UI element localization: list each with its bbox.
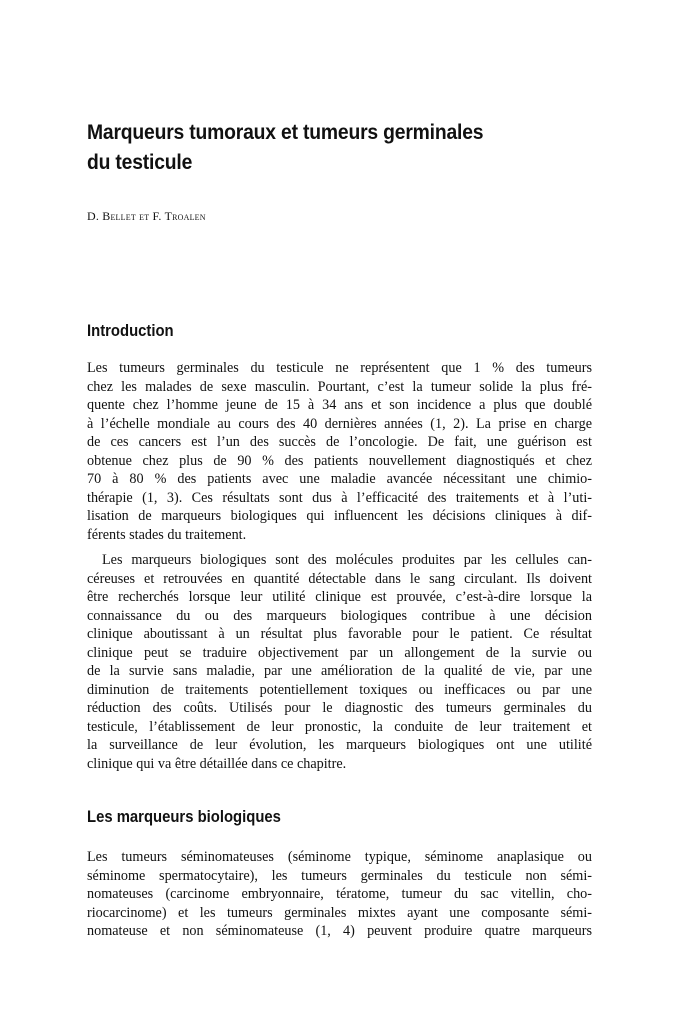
text-line: Les tumeurs germinales du testicule ne représentent que 1 % des tumeurs: [87, 360, 592, 376]
text-line: chez les malades de sexe masculin. Pourtant, c’est la tumeur solide la plus fré-: [87, 378, 592, 395]
paragraph: [87, 551, 592, 773]
text-line: quente chez l’homme jeune de 15 à 34 ans et son incidence a plus que doublé: [87, 397, 592, 413]
text-line: réduction des coûts. Utilisés pour le diagnostic des tumeurs germinales du: [87, 700, 592, 716]
text-line: clinique peut se traduire objectivement par un allongement de la survie ou: [87, 644, 592, 661]
text-line: nomateuse et non séminomateuse (1, 4) peuvent produire quatre marqueurs: [87, 923, 592, 939]
text-line: lisation de marqueurs biologiques qui influencent les décisions cliniques à dif-: [87, 508, 592, 524]
text-line: obtenue chez plus de 90 % des patients nouvellement diagnostiqués et chez: [87, 452, 592, 469]
text-line: clinique aboutissant à un résultat plus favorable pour le patient. Ce résultat: [87, 626, 592, 642]
text-line: 70 à 80 % des patients avec une maladie avancée nécessitant une chimio-: [87, 471, 592, 487]
text-line: séminome spermatocytaire), les tumeurs germinales du testicule non sémi-: [87, 867, 592, 884]
paragraph: [87, 848, 592, 941]
text-line: céreuses et retrouvées en quantité détectable dans le sang circulant. Ils doivent: [87, 570, 592, 587]
text-line: riocarcinome) et les tumeurs germinales mixtes ayant une composante sémi-: [87, 904, 592, 921]
text-line: la surveillance de leur évolution, les marqueurs biologiques ont une utilité: [87, 737, 592, 753]
text-line: nomateuses (carcinome embryonnaire, tératome, tumeur du sac vitellin, cho-: [87, 886, 592, 902]
text-line: Les marqueurs biologiques sont des molécules produites par les cellules can-: [102, 552, 592, 568]
chapter-title: [87, 118, 552, 178]
text-line: Les tumeurs séminomateuses (séminome typique, séminome anaplasique ou: [87, 849, 592, 865]
text-line: clinique qui va être détaillée dans ce chapitre.: [87, 755, 347, 772]
text-line: être recherchés lorsque leur utilité clinique est prouvée, c’est-à-dire lorsque la: [87, 589, 592, 605]
chapter-title-line: Marqueurs tumoraux et tumeurs germinales: [87, 121, 484, 144]
paragraph: [87, 359, 592, 544]
section-heading-marqueurs: Les marqueurs biologiques: [87, 808, 281, 826]
text-line: diminution de traitements potentiellement toxiques ou inefficaces ou par une: [87, 681, 592, 698]
section-heading-introduction: Introduction: [87, 322, 174, 340]
text-line: testicule, l’établissement de leur pronostic, la conduite de leur traitement et: [87, 718, 592, 735]
text-line: connaissance du ou des marqueurs biologiques contribue à une décision: [87, 607, 592, 624]
authors: D. Bellet et F. Troalen: [87, 209, 206, 223]
text-line: thérapie (1, 3). Ces résultats sont dus à l’efficacité des traitements et à l’uti-: [87, 489, 592, 506]
chapter-title-line: du testicule: [87, 151, 193, 174]
text-line: de ces cancers est l’un des succès de l’oncologie. De fait, une guérison est: [87, 434, 592, 450]
text-line: à l’échelle mondiale au cours des 40 dernières années (1, 2). La prise en charge: [87, 415, 592, 432]
text-line: de la survie sans maladie, par une amélioration de la qualité de vie, par une: [87, 663, 592, 679]
text-line: férents stades du traitement.: [87, 526, 247, 543]
